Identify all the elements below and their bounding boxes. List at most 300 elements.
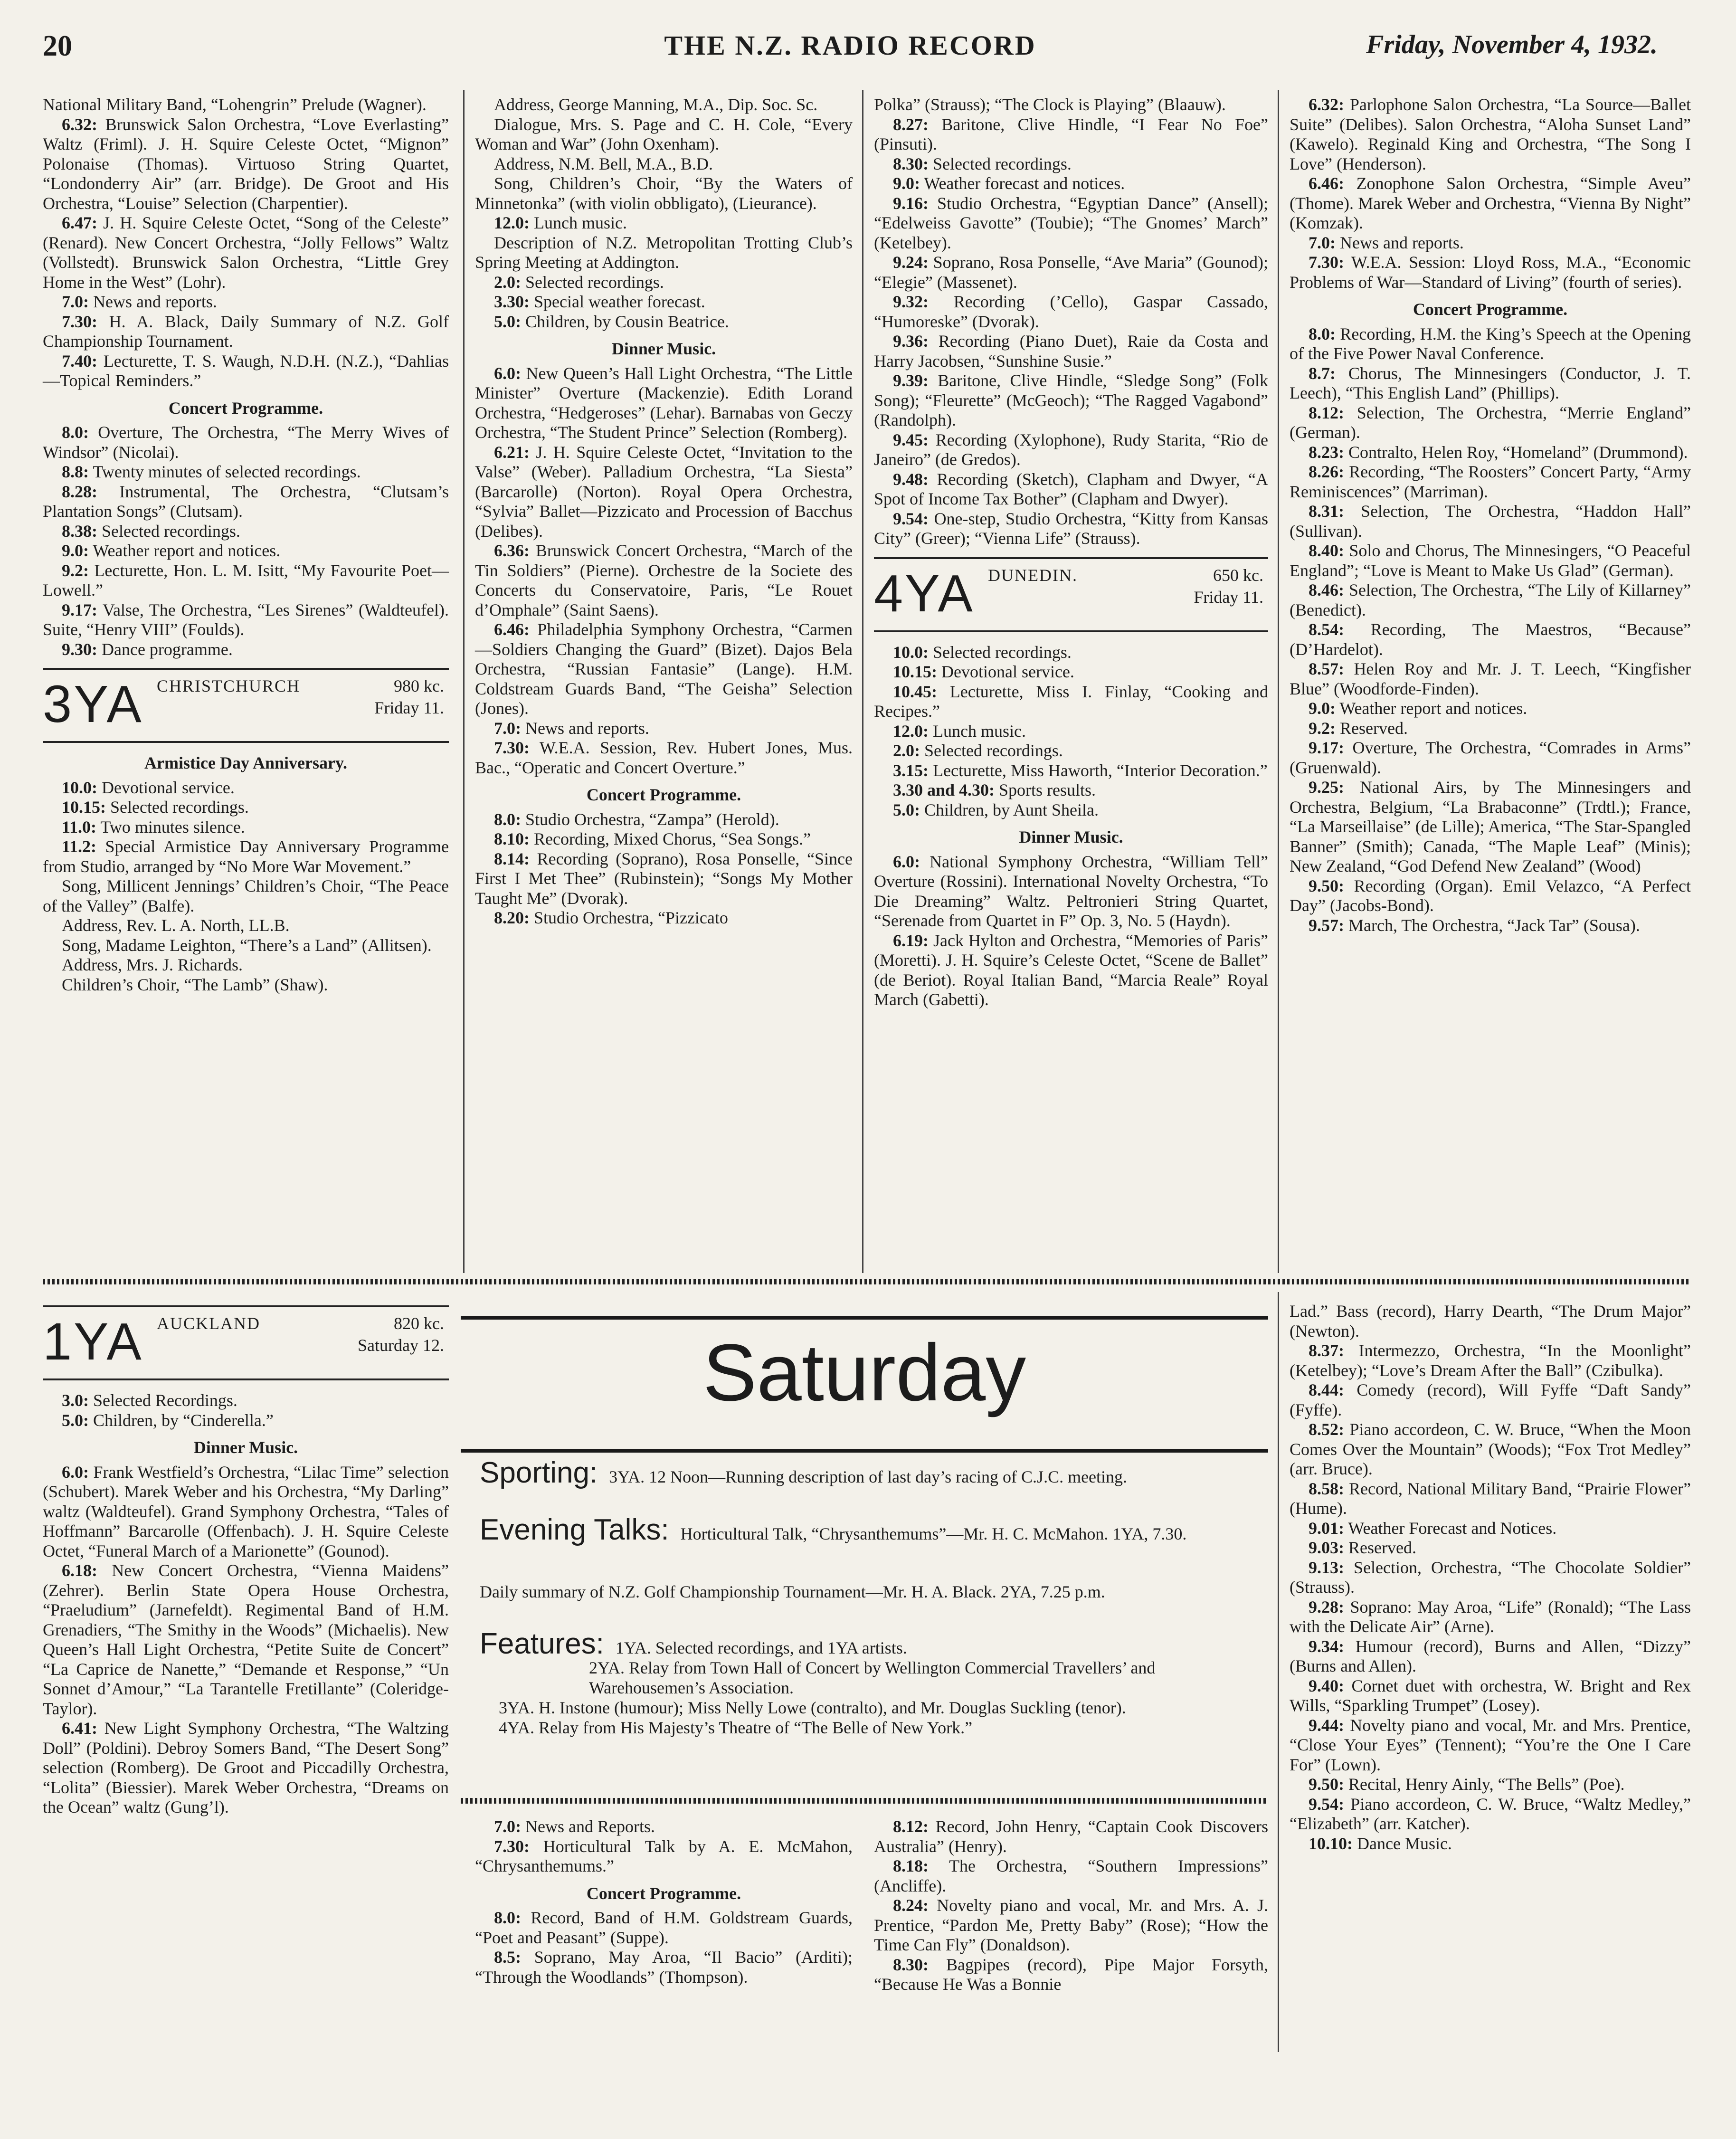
item-text: Selected recordings. [933, 642, 1072, 662]
column-1 [43, 95, 449, 995]
item-text: Lunch music. [933, 721, 1026, 741]
item-text: Selected recordings. [525, 272, 664, 292]
item-time: 6.0: [62, 1462, 89, 1482]
item-time: 8.40: [1309, 541, 1344, 560]
item-time: 7.30: [494, 738, 530, 757]
programme-item [43, 1561, 449, 1719]
item-time: 8.44: [1309, 1380, 1344, 1399]
item-text: Selection, The Orchestra, “Merrie England” (German). [1290, 403, 1691, 442]
item-time: 9.0: [893, 174, 920, 193]
item-text: Overture, The Orchestra, “The Merry Wives of Windsor” (Nicolai). [43, 423, 449, 462]
item-text: Lad.” Bass (record), Harry Dearth, “The Drum Major” (Newton). [1290, 1302, 1691, 1340]
item-text: Dance programme. [102, 639, 233, 659]
item-text: W.E.A. Session, Rev. Hubert Jones, Mus. Bac., “Operatic and Concert Overture.” [475, 738, 853, 777]
programme-item [475, 1837, 853, 1876]
item-time: 3.0: [62, 1391, 89, 1410]
talks-row [480, 1513, 1249, 1546]
item-text: New Light Symphony Orchestra, “The Waltzing Doll” (Poldini). Debroy Somers Band, “The Desert Song” selection (Romberg). De Groot and Piccadilly Orchestra, “Lolita” (Biessier). Marek Weber Orchestra, “Dreams on the Ocean” waltz (Gung’l). [43, 1719, 449, 1816]
item-time: 9.39: [893, 371, 929, 390]
item-text: The Orchestra, “Southern Impressions” (Ancliffe). [874, 1856, 1268, 1895]
item-time: 9.2: [1309, 718, 1336, 738]
item-text: Dialogue, Mrs. S. Page and C. H. Cole, “Every Woman and War” (John Oxenham). [475, 114, 853, 153]
programme-item [1290, 1479, 1691, 1519]
item-text: Overture, The Orchestra, “Comrades in Arms” (Gruenwald). [1290, 738, 1691, 777]
item-text: Recital, Henry Ainly, “The Bells” (Poe). [1348, 1775, 1625, 1794]
item-time: 12.0: [893, 721, 929, 741]
programme-item [1290, 699, 1691, 719]
section-heading: Dinner Music. [611, 339, 716, 358]
feature-3: 3YA. H. Instone (humour); Miss Nelly Lowe (contralto), and Mr. Douglas Suckling (tenor). [499, 1698, 1126, 1717]
item-text: Address, Rev. L. A. North, LL.B. [62, 916, 290, 935]
item-text: Recording (Xylophone), Rudy Starita, “Rio de Janeiro” (de Gredos). [874, 430, 1268, 469]
item-text: Weather forecast and notices. [924, 174, 1125, 193]
programme-item [874, 1955, 1268, 1995]
programme-item [43, 522, 449, 542]
item-time: 9.34: [1309, 1636, 1344, 1656]
item-text: Weather report and notices. [1339, 699, 1527, 718]
talks-row-2 [480, 1582, 1249, 1602]
item-text: Lecturette, Miss I. Finlay, “Cooking and Recipes.” [874, 682, 1269, 721]
column-rule [463, 90, 465, 1273]
programme-item [475, 908, 853, 928]
programme-item [43, 975, 449, 995]
item-time: 7.0: [494, 1817, 521, 1836]
item-text: Recording (Organ). Emil Velazco, “A Perfect Day” (Jacobs-Bond). [1290, 876, 1691, 915]
programme-item [475, 620, 853, 719]
column-6 [475, 1817, 853, 1987]
programme-item [1290, 876, 1691, 916]
saturday-title: Saturday [702, 1328, 1026, 1418]
item-text: Brunswick Concert Orchestra, “March of the Tin Soldiers” (Pierne). Orchestre de la Societe des Concerts du Conservatoire, Paris, “Le Rouet d’Omphale” (Saint Saens). [475, 541, 853, 619]
item-time: 8.20: [494, 908, 530, 927]
item-time: 9.03: [1309, 1538, 1344, 1557]
item-text: Reserved. [1348, 1538, 1416, 1557]
item-text: Frank Westfield’s Orchestra, “Lilac Time” selection (Schubert). Marek Weber and his Orchestra, “My Darling” waltz (Waldteufel). Grand Symphony Orchestra, “Tales of Hoffmann” Barcarolle (Offenbach). J. H. Squire Celeste Octet, “Funeral March of a Marionette” (Gounod). [43, 1462, 449, 1560]
item-time: 9.28: [1309, 1597, 1344, 1616]
programme-item [475, 829, 853, 849]
programme-item [43, 818, 449, 837]
programme-item [43, 541, 449, 561]
item-text: News and reports. [1340, 233, 1464, 252]
item-time: 9.50: [1309, 1775, 1344, 1794]
programme-item [1290, 1637, 1691, 1676]
programme-item [1290, 738, 1691, 778]
item-time: 8.37: [1309, 1341, 1344, 1360]
item-text: Children, by Aunt Sheila. [924, 800, 1099, 819]
item-time: 5.0: [494, 312, 521, 331]
item-time: 9.50: [1309, 876, 1344, 895]
features-label: Features: [480, 1627, 604, 1660]
programme-item [874, 154, 1268, 174]
item-text: Devotional service. [941, 662, 1074, 681]
programme-item [475, 364, 853, 443]
item-text: Record, National Military Band, “Prairie Flower” (Hume). [1290, 1479, 1691, 1518]
talks-text-1: Horticultural Talk, “Chrysanthemums”—Mr. H. C. McMahon. 1YA, 7.30. [680, 1524, 1187, 1543]
broadcast-day: Friday 11. [1194, 587, 1263, 607]
item-text: Polka” (Strauss); “The Clock is Playing” (Blaauw). [874, 95, 1226, 114]
column-rule [862, 90, 863, 1273]
programme-item [43, 936, 449, 956]
frequency: 980 kc. [394, 676, 444, 695]
item-text: Brunswick Salon Orchestra, “Love Everlasting” Waltz (Friml). J. H. Squire Celeste Octet, “Mignon” Polonaise (Thomas). Virtuoso String Quartet, “Londonderry Air” (arr. Bridge). De Groot and His Orchestra, “Louise” Selection (Charpentier). [43, 114, 449, 213]
item-text: Record, Band of H.M. Goldstream Guards, “Poet and Peasant” (Suppe). [475, 1908, 853, 1947]
item-time: 8.0: [1309, 324, 1336, 343]
item-time: 10.15: [893, 662, 937, 681]
item-time: 8.30: [893, 1955, 929, 1974]
item-time: 9.13: [1309, 1558, 1344, 1577]
section-heading: Dinner Music. [1019, 827, 1123, 846]
item-time: 11.2: [62, 837, 97, 856]
programme-item [43, 95, 449, 115]
item-text: Selected recordings. [933, 154, 1072, 173]
item-time: 12.0: [494, 213, 530, 232]
station-city: AUCKLAND [157, 1314, 260, 1333]
item-time: 9.17: [62, 600, 97, 619]
programme-item [43, 1411, 449, 1431]
programme-item [1290, 1420, 1691, 1479]
broadcast-day: Saturday 12. [358, 1336, 444, 1355]
item-text: Dance Music. [1357, 1834, 1452, 1853]
programme-item [43, 482, 449, 522]
programme-item [43, 876, 449, 916]
item-time: 7.40: [62, 351, 97, 371]
item-text: Children, by “Cinderella.” [93, 1410, 274, 1430]
item-text: Lunch music. [534, 213, 627, 232]
section-heading: Concert Programme. [586, 785, 741, 804]
item-text: Selection, The Orchestra, “The Lily of Killarney” (Benedict). [1290, 580, 1691, 619]
item-time: 6.32: [1309, 95, 1344, 114]
programme-item [874, 470, 1268, 509]
item-time: 7.0: [1309, 233, 1336, 252]
item-time: 3.30: [494, 292, 530, 311]
item-time: 8.46: [1309, 580, 1344, 599]
item-time: 9.0: [1309, 699, 1336, 718]
programme-item [43, 1391, 449, 1411]
programme-item [874, 722, 1268, 742]
item-time: 8.12: [1309, 403, 1344, 422]
programme-item [1290, 1597, 1691, 1637]
programme-item [475, 1817, 853, 1837]
item-time: 9.01: [1309, 1518, 1344, 1538]
item-text: Special Armistice Day Anniversary Programme from Studio, arranged by “No More War Movement.” [43, 837, 449, 876]
item-text: Soprano, Rosa Ponselle, “Ave Maria” (Gounod); “Elegie” (Massenet). [874, 253, 1268, 292]
programme-item [874, 194, 1268, 253]
programme-item [1290, 1341, 1691, 1380]
programme-item [1290, 1795, 1691, 1834]
programme-item [475, 849, 853, 909]
programme-item [1290, 1538, 1691, 1558]
features-row [480, 1627, 1249, 1738]
item-time: 9.45: [893, 430, 929, 449]
item-text: Valse, The Orchestra, “Les Sirenes” (Waldteufel). Suite, “Henry VIII” (Foulds). [43, 600, 449, 639]
column-8 [1290, 1302, 1691, 1854]
item-time: 10.10: [1309, 1834, 1353, 1853]
programme-item [874, 761, 1268, 781]
programme-item [475, 443, 853, 542]
item-text: J. H. Squire Celeste Octet, “Invitation to the Valse” (Weber). Palladium Orchestra, “La Siesta” (Barcarolle) (Norton). Royal Opera Orchestra, “Sylvia” Ballet—Pizzicato and Procession of Bacchus (Delibes). [475, 442, 853, 541]
item-text: Chorus, The Minnesingers (Conductor, J. T. Leech), “This English Land” (Phillips). [1290, 363, 1691, 402]
programme-item [874, 643, 1268, 663]
programme-item [475, 95, 853, 115]
item-time: 8.14: [494, 849, 530, 868]
section-divider [43, 1279, 1691, 1284]
item-time: 8.54: [1309, 620, 1344, 639]
programme-item [1290, 580, 1691, 620]
item-time: 6.41: [62, 1719, 97, 1738]
item-text: Baritone, Clive Hindle, “Sledge Song” (Folk Song); “Fleurette” (McGeoch); “The Ragged Vagabond” (Randolph). [874, 371, 1269, 429]
item-time: 9.25: [1309, 778, 1344, 797]
programme-item [1290, 462, 1691, 502]
programme-item [43, 640, 449, 660]
programme-item [475, 719, 853, 739]
programme-item [475, 541, 853, 620]
item-text: Helen Roy and Mr. J. T. Leech, “Kingfisher Blue” (Woodforde-Finden). [1290, 659, 1691, 698]
item-time: 8.0: [62, 423, 89, 442]
item-time: 9.32: [893, 292, 929, 311]
item-text: Piano accordeon, C. W. Bruce, “When the Moon Comes Over the Mountain” (Woods); “Fox Trot Medley” (arr. Bruce). [1290, 1420, 1691, 1478]
frequency: 650 kc. [1213, 565, 1263, 585]
section-heading: Concert Programme. [168, 398, 323, 418]
programme-item [43, 561, 449, 600]
item-time: 9.16: [893, 193, 929, 213]
programme-item [475, 312, 853, 332]
item-text: Selection, The Orchestra, “Haddon Hall” (Sullivan). [1290, 502, 1691, 541]
broadcast-day: Friday 11. [374, 698, 444, 717]
item-time: 6.46: [494, 620, 530, 639]
item-text: Recording (Soprano), Rosa Ponselle, “Since First I Met Thee” (Rubinstein); “Songs My Mother Taught Me” (Dvorak). [475, 849, 853, 908]
programme-item [1290, 502, 1691, 541]
item-text: Recording (’Cello), Gaspar Cassado, “Humoreske” (Dvorak). [874, 292, 1269, 331]
item-text: W.E.A. Session: Lloyd Ross, M.A., “Economic Problems of War—Standard of Living” (fourth of series). [1290, 253, 1691, 292]
item-time: 6.0: [893, 852, 920, 871]
programme-item [1290, 324, 1691, 364]
item-text: Baritone, Clive Hindle, “I Fear No Foe” (Pinsuti). [874, 114, 1268, 153]
item-time: 8.31: [1309, 502, 1344, 521]
station-banner [43, 1305, 449, 1380]
item-time: 8.7: [1309, 363, 1336, 383]
item-text: Cornet duet with orchestra, W. Bright and Rex Wills, “Sparkling Trumpet” (Losey). [1290, 1676, 1691, 1715]
item-time: 9.0: [62, 541, 89, 560]
item-text: Philadelphia Symphony Orchestra, “Carmen—Soldiers Changing the Guard” (Bizet). Dajos Bela Orchestra, “Russian Fantasie” (Lange). H.M. Coldstream Guards Band, “The Geisha” Selection (Jones). [475, 620, 853, 718]
item-time: 9.17: [1309, 738, 1344, 757]
item-time: 9.36: [893, 332, 929, 351]
item-text: Sports results. [999, 780, 1096, 799]
sporting-text: 3YA. 12 Noon—Running description of last day’s racing of C.J.C. meeting. [609, 1467, 1128, 1486]
item-text: Humour (record), Burns and Allen, “Dizzy” (Burns and Allen). [1290, 1636, 1691, 1675]
item-text: Lecturette, Hon. L. M. Isitt, “My Favourite Poet—Lowell.” [43, 561, 449, 599]
item-time: 6.0: [494, 363, 521, 383]
programme-item [43, 798, 449, 818]
item-time: 7.0: [494, 718, 521, 738]
item-text: Selected recordings. [110, 798, 249, 817]
item-time: 8.27: [893, 114, 929, 134]
talks-label: Evening Talks: [480, 1513, 669, 1546]
station-city: CHRISTCHURCH [157, 676, 301, 695]
programme-item [874, 509, 1268, 549]
programme-item [475, 273, 853, 293]
item-text: National Military Band, “Lohengrin” Prelude (Wagner). [43, 95, 427, 114]
programme-item [43, 462, 449, 482]
section-heading: Concert Programme. [586, 1883, 741, 1903]
programme-item [1290, 233, 1691, 253]
item-text: Lecturette, T. S. Waugh, N.D.H. (N.Z.), “Dahlias—Topical Reminders.” [43, 351, 449, 390]
programme-item [1290, 620, 1691, 659]
item-text: Studio Orchestra, “Pizzicato [534, 908, 728, 927]
sporting-label: Sporting: [480, 1456, 598, 1489]
frequency: 820 kc. [394, 1314, 444, 1333]
item-text: Soprano, May Aroa, “Il Bacio” (Arditi); “Through the Woodlands” (Thompson). [475, 1948, 853, 1987]
item-text: Special weather forecast. [534, 292, 705, 311]
station-city: DUNEDIN. [988, 565, 1078, 585]
programme-item [1290, 1519, 1691, 1539]
section-heading: Dinner Music. [193, 1438, 298, 1457]
programme-item [874, 741, 1268, 761]
item-text: Children, by Cousin Beatrice. [525, 312, 729, 331]
programme-item [475, 233, 853, 273]
item-time: 10.45: [893, 682, 937, 701]
programme-item [475, 174, 853, 213]
programme-item [1290, 1558, 1691, 1597]
item-time: 8.23: [1309, 442, 1344, 462]
programme-item [874, 780, 1268, 800]
talks-text-2: Daily summary of N.Z. Golf Championship Tournament—Mr. H. A. Black. 2YA, 7.25 p.m. [480, 1582, 1105, 1601]
programme-item [1290, 1380, 1691, 1420]
item-time: 9.54: [893, 509, 929, 528]
column-7 [874, 1817, 1268, 1995]
programme-item [43, 837, 449, 876]
item-time: 10.15: [62, 798, 106, 817]
item-text: Weather report and notices. [93, 541, 281, 560]
section-divider [461, 1798, 1268, 1804]
item-text: Studio Orchestra, “Egyptian Dance” (Ansell); “Edelweiss Gavotte” (Toubie); “The Gnomes’ March” (Ketelbey). [874, 193, 1269, 252]
item-time: 9.44: [1309, 1715, 1344, 1735]
item-time: 6.36: [494, 541, 530, 560]
item-text: News and reports. [93, 292, 217, 311]
callsign: 3YA [43, 675, 143, 733]
programme-item [874, 174, 1268, 194]
item-text: Reserved. [1340, 718, 1408, 738]
item-time: 6.19: [893, 931, 929, 950]
programme-item [1290, 916, 1691, 936]
programme-item [475, 1948, 853, 1987]
programme-item [43, 352, 449, 391]
item-text: Recording, The Maestros, “Because” (D’Hardelot). [1290, 620, 1691, 659]
programme-item [1290, 1716, 1691, 1775]
item-text: Record, John Henry, “Captain Cook Discovers Australia” (Henry). [874, 1817, 1268, 1856]
issue-date: Friday, November 4, 1932. [1366, 30, 1658, 59]
section-heading: Armistice Day Anniversary. [144, 753, 347, 772]
item-time: 8.57: [1309, 659, 1344, 678]
item-text: Novelty piano and vocal, Mr. and Mrs. A. J. Prentice, “Pardon Me, Pretty Baby” (Rose); “How the Time Can Fly” (Donaldson). [874, 1896, 1269, 1954]
item-text: Weather Forecast and Notices. [1348, 1518, 1557, 1538]
item-time: 6.18: [62, 1561, 97, 1580]
programme-item [874, 1856, 1268, 1896]
programme-item [1290, 443, 1691, 463]
item-text: Contralto, Helen Roy, “Homeland” (Drummond). [1348, 442, 1688, 462]
item-time: 2.0: [494, 272, 521, 292]
item-time: 8.5: [494, 1948, 521, 1967]
item-text: Solo and Chorus, The Minnesingers, “O Peaceful England”; “Love is Meant to Make Us Glad” (German). [1290, 541, 1691, 580]
programme-item [475, 1908, 853, 1948]
item-text: Jack Hylton and Orchestra, “Memories of Paris” (Moretti). J. H. Squire’s Celeste Octet, “Scene de Ballet” (de Beriot). Royal Italian Band, “Marcia Reale” Royal March (Gabetti). [874, 931, 1268, 1009]
column-2 [475, 95, 853, 928]
item-text: Bagpipes (record), Pipe Major Forsyth, “Because He Was a Bonnie [874, 1955, 1268, 1994]
item-text: Song, Millicent Jennings’ Children’s Choir, “The Peace of the Valley” (Balfe). [43, 876, 449, 915]
programme-item [43, 1463, 449, 1561]
programme-item [43, 213, 449, 292]
item-time: 2.0: [893, 741, 920, 760]
station-banner [43, 668, 449, 743]
item-text: Novelty piano and vocal, Mr. and Mrs. Prentice, “Close Your Eyes” (Tennent); “You’re the One I Care For” (Lown). [1290, 1715, 1691, 1774]
item-time: 5.0: [62, 1410, 89, 1430]
programme-item [1290, 659, 1691, 699]
item-text: H. A. Black, Daily Summary of N.Z. Golf Championship Tournament. [43, 312, 449, 351]
item-text: Address, N.M. Bell, M.A., B.D. [494, 154, 713, 173]
item-time: 7.0: [62, 292, 89, 311]
item-text: Horticultural Talk by A. E. McMahon, “Chrysanthemums.” [475, 1836, 853, 1875]
feature-2: 2YA. Relay from Town Hall of Concert by Wellington Commercial Travellers’ and Warehousemen’s Association. [589, 1658, 1156, 1697]
item-text: National Symphony Orchestra, “William Tell” Overture (Rossini). International Novelty Orchestra, “To Die Dreaming” Waltz. Peltronieri String Quartet, “Serenade from Quartet in F” Op. 3, No. 5 (Haydn). [874, 852, 1269, 930]
programme-item [874, 852, 1268, 931]
programme-item [43, 600, 449, 640]
item-text: Twenty minutes of selected recordings. [93, 462, 361, 481]
programme-item [874, 1817, 1268, 1856]
item-time: 7.30: [494, 1836, 530, 1856]
item-time: 3.30 and 4.30: [893, 780, 995, 799]
programme-item [874, 682, 1268, 722]
item-text: Instrumental, The Orchestra, “Clutsam’s Plantation Songs” (Clutsam). [43, 482, 449, 521]
programme-item [43, 778, 449, 798]
item-text: Selected Recordings. [93, 1391, 237, 1410]
item-text: News and reports. [525, 718, 649, 738]
item-text: J. H. Squire Celeste Octet, “Song of the Celeste” (Renard). New Concert Orchestra, “Jolly Fellows” Waltz (Vollstedt). Brunswick Salon Orchestra, “Little Grey Home in the West” (Lohr). [43, 213, 449, 292]
item-time: 9.54: [1309, 1794, 1344, 1814]
item-time: 8.0: [494, 1908, 521, 1927]
programme-item [1290, 1302, 1691, 1341]
item-time: 11.0: [62, 817, 97, 837]
programme-item [1290, 778, 1691, 876]
programme-item [43, 312, 449, 352]
item-text: Intermezzo, Orchestra, “In the Moonlight” (Ketelbey); “Love’s Dream After the Ball” (Czibulka). [1290, 1341, 1691, 1380]
item-time: 9.2: [62, 561, 89, 580]
programme-item [475, 115, 853, 154]
item-time: 8.0: [494, 809, 521, 829]
column-rule [1278, 90, 1279, 1273]
item-time: 9.57: [1309, 915, 1344, 935]
item-text: Soprano: May Aroa, “Life” (Ronald); “The Lass with the Delicate Air” (Arne). [1290, 1597, 1691, 1636]
sporting-row [480, 1456, 1249, 1489]
item-time: 7.30: [62, 312, 97, 331]
programme-item [1290, 253, 1691, 292]
item-text: New Concert Orchestra, “Vienna Maidens” (Zehrer). Berlin State Opera House Orchestra, “Praeludium” (Jarnefeldt). Regimental Band of H.M. Grenadiers, “The Smithy in the Woods” (Michaelis). New Queen’s Hall Light Orchestra, “Petite Suite de Concert” “La Caprice de Nanette,” “Demande et Response,” “Un Sonnet d’Amour,” “La Tarantelle Fretillante” (Coleridge-Taylor). [43, 1561, 449, 1718]
page-number: 20 [43, 30, 72, 62]
section-heading: Concert Programme. [1413, 300, 1568, 319]
item-time: 8.18: [893, 1856, 929, 1875]
item-text: Description of N.Z. Metropolitan Trotting Club’s Spring Meeting at Addington. [475, 233, 853, 272]
item-time: 8.28: [62, 482, 97, 501]
programme-item [43, 916, 449, 936]
item-text: National Airs, by The Minnesingers and Orchestra, Belgium, “La Brabaconne” (Trdtl.); France, “La Marseillaise” (de Lille); America, “The Star-Spangled Banner” (Smith); Canada, “The Maple Leaf” (Minis); New Zealand, “God Defend New Zealand” (Wood) [1290, 778, 1691, 875]
programme-item [874, 95, 1268, 115]
item-time: 9.48: [893, 469, 929, 489]
programme-item [43, 423, 449, 462]
programme-item [874, 430, 1268, 470]
publication-title: THE N.Z. RADIO RECORD [664, 30, 1036, 61]
item-time: 9.40: [1309, 1676, 1344, 1695]
programme-item [874, 253, 1268, 292]
programme-item [475, 810, 853, 830]
item-text: Selected recordings. [924, 741, 1063, 760]
